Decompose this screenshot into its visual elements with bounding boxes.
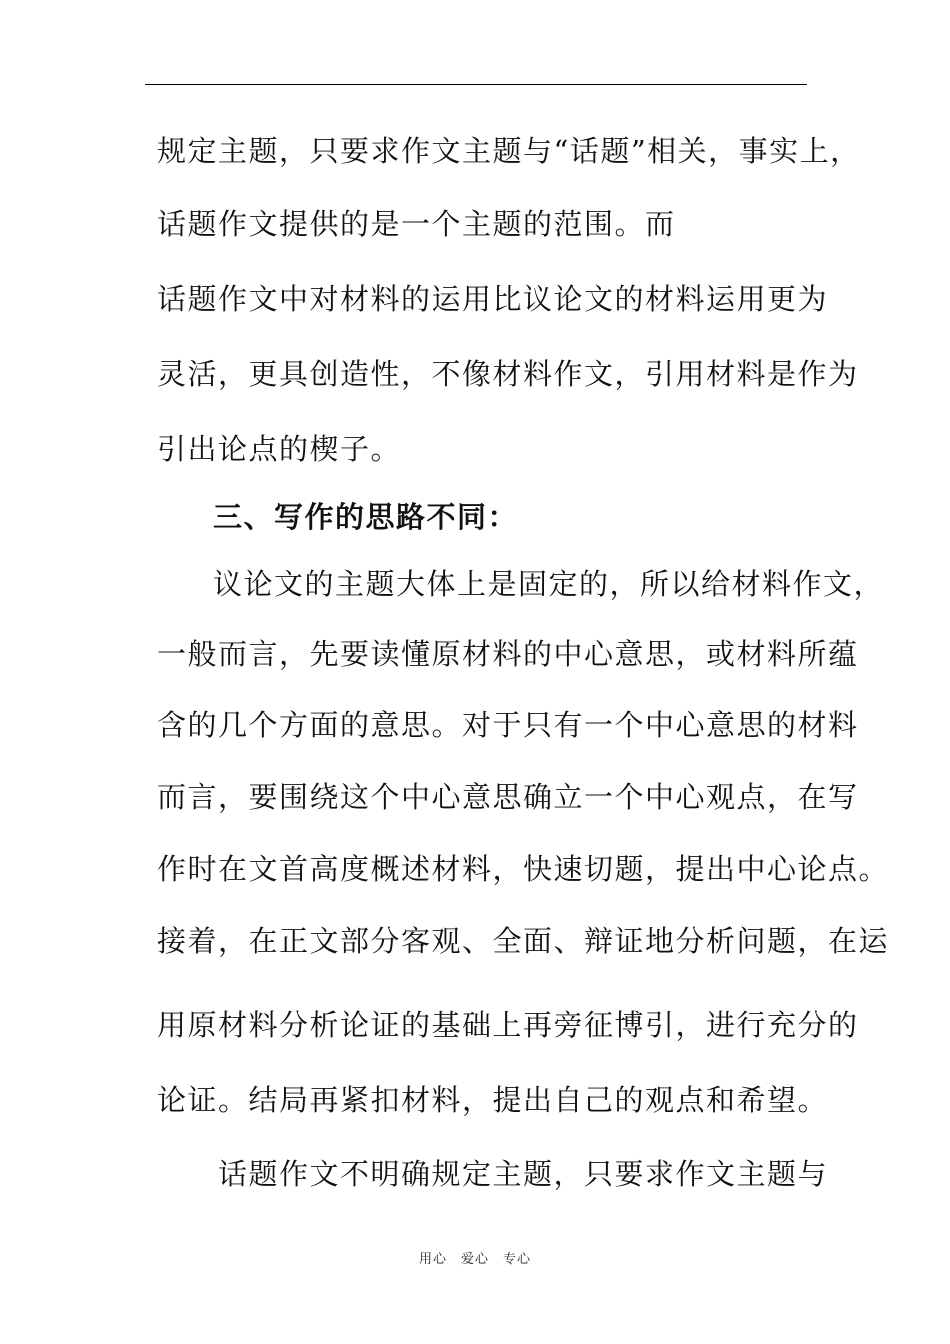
header-rule bbox=[145, 84, 807, 85]
paragraph-line: 规定主题，只要求作文主题与“话题”相关，事实上， bbox=[157, 134, 861, 168]
paragraph-line: 接着，在正文部分客观、全面、辩证地分析问题，在运 bbox=[157, 924, 890, 958]
paragraph-line: 灵活，更具创造性，不像材料作文，引用材料是作为 bbox=[157, 357, 859, 391]
paragraph-line: 作时在文首高度概述材料，快速切题，提出中心论点。 bbox=[157, 852, 890, 886]
paragraph-line: 而言，要围绕这个中心意思确立一个中心观点，在写 bbox=[157, 780, 859, 814]
paragraph-line: 一般而言，先要读懂原材料的中心意思，或材料所蕴 bbox=[157, 637, 859, 671]
paragraph-line: 论证。结局再紧扣材料，提出自己的观点和希望。 bbox=[157, 1083, 829, 1117]
paragraph-line: 议论文的主题大体上是固定的，所以给材料作文， bbox=[213, 567, 885, 601]
section-heading: 三、写作的思路不同： bbox=[213, 500, 519, 534]
page-footer: 用心 爱心 专心 bbox=[418, 1252, 531, 1267]
paragraph-line: 话题作文中对材料的运用比议论文的材料运用更为 bbox=[157, 282, 829, 316]
paragraph-line: 含的几个方面的意思。对于只有一个中心意思的材料 bbox=[157, 708, 859, 742]
paragraph-line: 话题作文不明确规定主题，只要求作文主题与 bbox=[218, 1157, 829, 1191]
paragraph-line: 引出论点的楔子。 bbox=[157, 432, 402, 466]
paragraph-line: 话题作文提供的是一个主题的范围。而 bbox=[157, 207, 676, 241]
paragraph-line: 用原材料分析论证的基础上再旁征博引，进行充分的 bbox=[157, 1008, 859, 1042]
